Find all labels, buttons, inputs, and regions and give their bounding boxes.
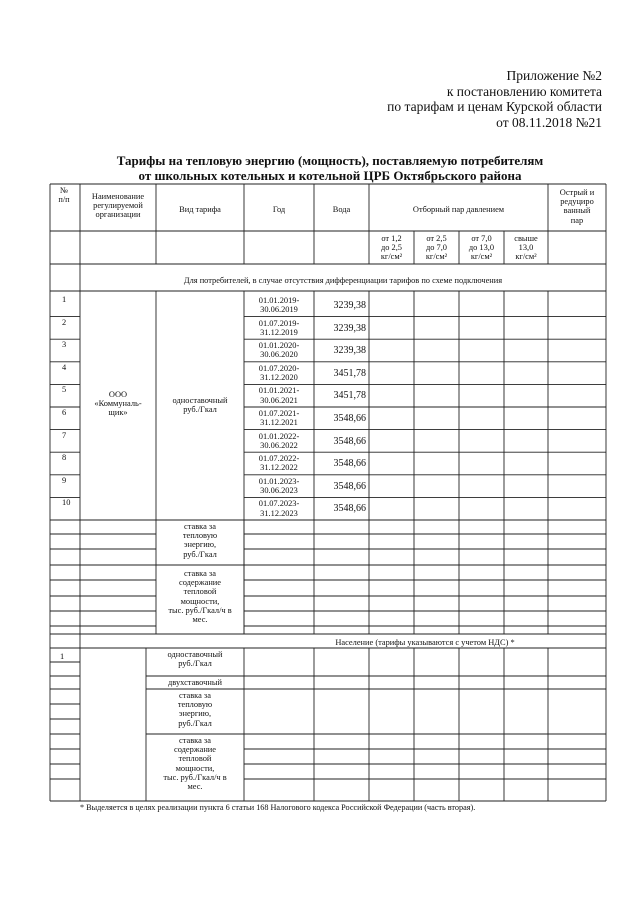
header-water: Вода — [332, 205, 351, 214]
population-rate-capacity: ставка за содержание тепловой мощности, тыс. руб./Гкал/ч в мес. — [163, 736, 227, 792]
title-line: Тарифы на тепловую энергию (мощность), поставляемую потребителям — [116, 153, 544, 168]
row-water-tariff: 3548,66 — [333, 480, 366, 492]
appendix-line: к постановлению комитета — [446, 83, 602, 99]
row-period: 01.01.2019- 30.06.2019 — [258, 296, 300, 315]
row-water-tariff: 3451,78 — [333, 390, 366, 402]
population-single-rate: одноставочный руб./Гкал — [167, 650, 223, 669]
organization-name: ООО «Коммуналь- щик» — [94, 390, 142, 418]
header-num: № п/п — [58, 186, 70, 205]
row-period: 01.07.2020- 31.12.2020 — [258, 363, 300, 382]
row-period: 01.01.2022- 30.06.2022 — [258, 431, 300, 450]
row-period: 01.07.2019- 31.12.2019 — [258, 318, 300, 337]
row-water-tariff: 3548,66 — [333, 458, 366, 470]
row-water-tariff: 3548,66 — [333, 435, 366, 447]
row-water-tariff: 3548,66 — [333, 413, 366, 424]
appendix-line: Приложение №2 — [506, 68, 602, 83]
row-number: 9 — [62, 475, 67, 485]
row-water-tariff: 3548,66 — [333, 503, 366, 515]
row-water-tariff: 3239,38 — [333, 322, 366, 334]
population-row-num: 1 — [60, 652, 65, 661]
header-org: Наименование регулируемой организации — [91, 192, 145, 220]
header-sharp-steam: Острый и редуциро ванный пар — [559, 188, 595, 225]
appendix-line: по тарифам и ценам Курской области — [387, 99, 602, 114]
row-period: 01.07.2021- 31.12.2021 — [258, 409, 300, 428]
section-population: Население (тарифы указываются с учетом НДС) * — [335, 638, 515, 647]
header-pressure-4: свыше 13,0 кг/см² — [514, 234, 538, 262]
row-number: 7 — [62, 430, 67, 440]
section-consumers: Для потребителей, в случае отсутствия дифференциации тарифов по схеме подключения — [183, 276, 503, 285]
header-steam: Отборный пар давлением — [412, 205, 505, 214]
row-number: 8 — [62, 453, 67, 463]
tariff-single-rate: одноставочный руб./Гкал — [172, 396, 228, 415]
population-two-rate: двухставочный — [168, 678, 222, 687]
rate-energy-label: ставка за тепловую энергию, руб./Гкал — [182, 522, 218, 559]
row-number: 10 — [62, 498, 71, 508]
population-rate-energy: ставка за тепловую энергию, руб./Гкал — [177, 691, 213, 728]
appendix-line: от 08.11.2018 №21 — [496, 114, 602, 130]
row-number: 2 — [62, 317, 67, 327]
row-period: 01.07.2022- 31.12.2022 — [258, 454, 300, 473]
header-pressure-3: от 7,0 до 13,0 кг/см² — [468, 234, 495, 262]
row-period: 01.01.2023- 30.06.2023 — [258, 476, 300, 495]
title-line: от школьных котельных и котельной ЦРБ Октябрьского района — [138, 168, 522, 183]
row-water-tariff: 3451,78 — [333, 367, 366, 379]
header-year: Год — [272, 205, 286, 214]
header-pressure-2: от 2,5 до 7,0 кг/см² — [425, 234, 448, 262]
row-water-tariff: 3239,38 — [333, 300, 366, 311]
row-number: 5 — [62, 385, 67, 395]
row-number: 4 — [62, 362, 67, 372]
header-tariff-type: Вид тарифа — [179, 205, 221, 214]
rate-capacity-label: ставка за содержание тепловой мощности, тыс. руб./Гкал/ч в мес. — [168, 569, 232, 625]
row-period: 01.01.2020- 30.06.2020 — [258, 341, 300, 360]
row-number: 3 — [62, 340, 67, 350]
row-water-tariff: 3239,38 — [333, 345, 366, 357]
row-period: 01.01.2021- 30.06.2021 — [258, 386, 300, 405]
row-number: 6 — [62, 408, 67, 417]
footnote: * Выделяется в целях реализации пункта 6 статьи 168 Налогового кодекса Российской Федерации (часть вторая). — [80, 803, 476, 812]
header-pressure-1: от 1,2 до 2,5 кг/см² — [380, 234, 403, 262]
row-period: 01.07.2023- 31.12.2023 — [258, 499, 300, 518]
row-number: 1 — [62, 295, 67, 304]
